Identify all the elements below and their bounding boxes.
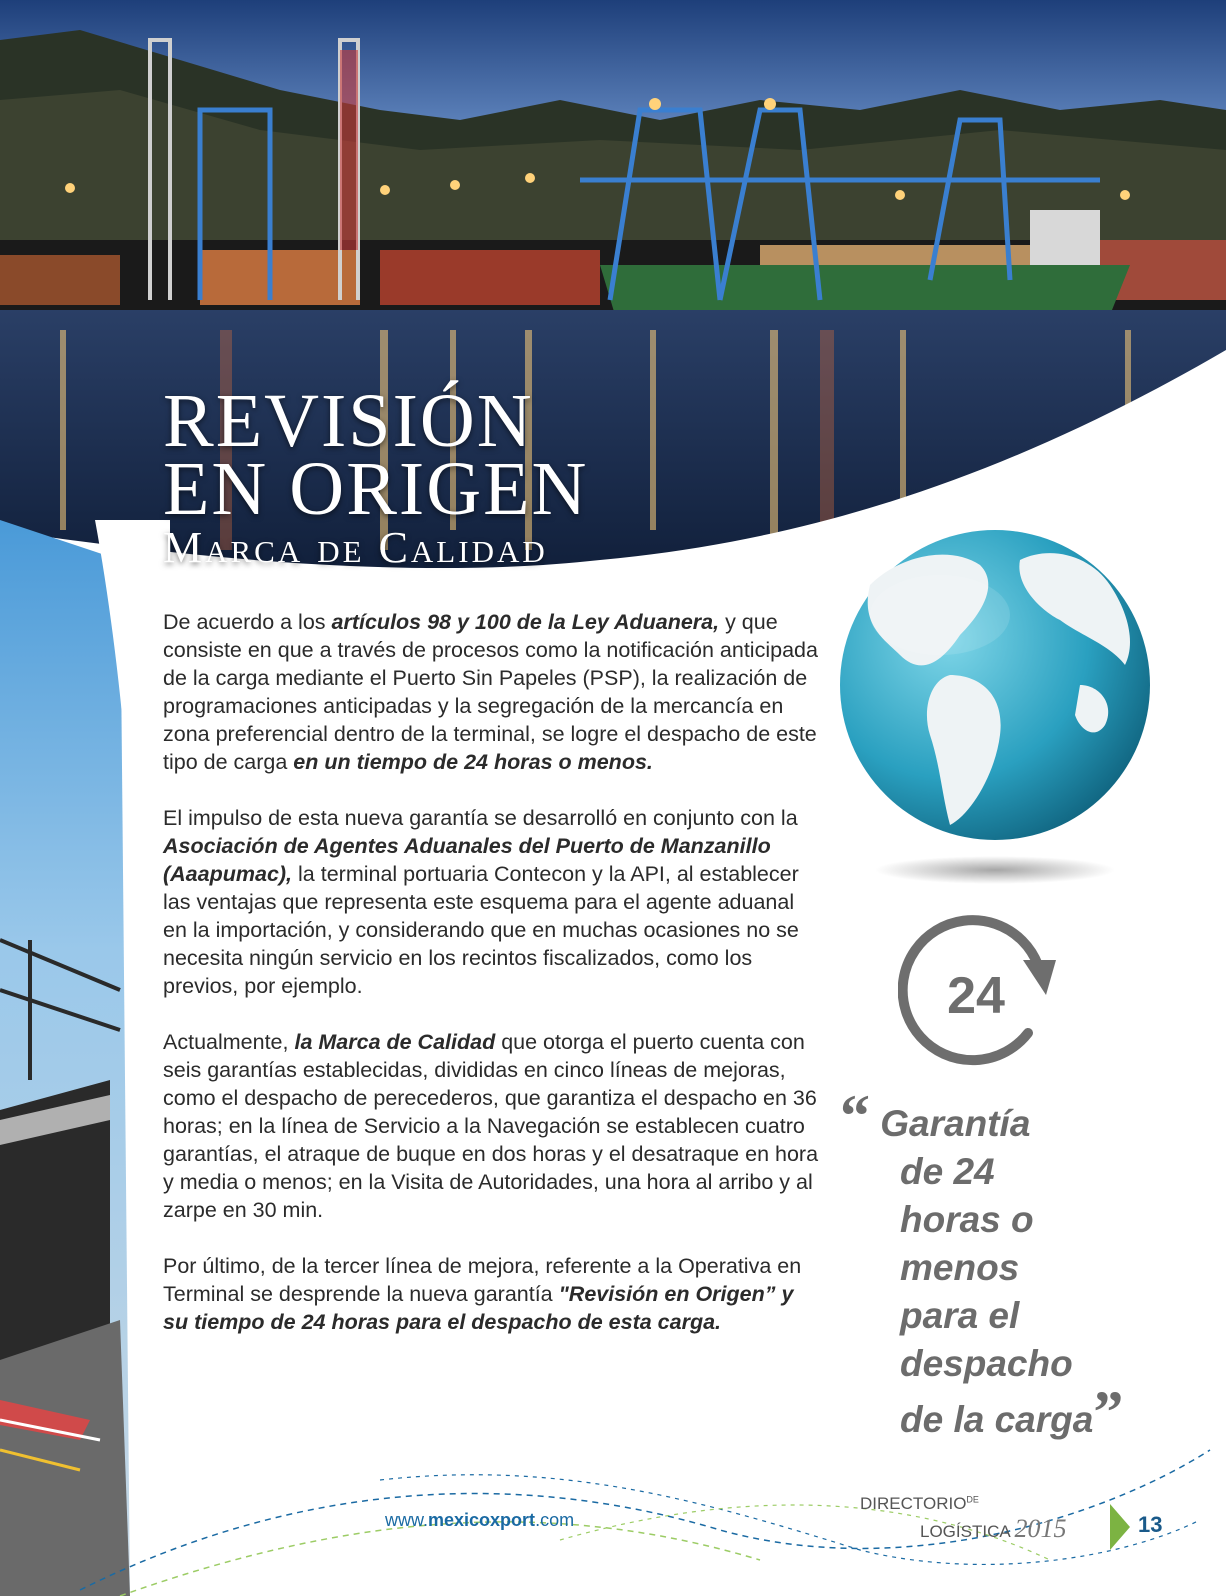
quote-text: de la carga — [900, 1399, 1094, 1440]
quote-line: para el — [900, 1295, 1020, 1336]
url-suffix: .com — [535, 1510, 575, 1530]
article-title — [163, 379, 589, 572]
text-span: El impulso de esta nueva garantía se desarrolló en conjunto con la — [163, 806, 798, 830]
brand-year: 2015 — [1014, 1514, 1067, 1543]
paragraph-4 — [163, 1252, 823, 1336]
page-arrow-icon — [1108, 1502, 1132, 1552]
brand-de: DE — [966, 1494, 979, 1505]
url-domain: mexicoxport — [428, 1510, 536, 1530]
title-line-1: REVISIÓN — [163, 379, 534, 463]
text-span: la terminal portuaria Contecon y la API, al establecer las ventajas que representa este esquema para el agente aduanal en la importación, y considerando que en muchas ocasiones no se necesita ningún servicio en los recintos fiscalizados, como los previos, por ejemplo. — [163, 862, 799, 998]
clock-24-icon — [898, 915, 1068, 1075]
page-number: 13 — [1138, 1512, 1163, 1537]
emphasis-span: "Revisión en Origen” y su tiempo de 24 horas para el despacho de esta carga. — [163, 1282, 794, 1334]
quote-line: despacho — [900, 1343, 1073, 1384]
url-prefix: www. — [385, 1510, 429, 1530]
paragraph-2 — [163, 804, 823, 1000]
text-span: De acuerdo a los — [163, 610, 332, 634]
clock-24-number: 24 — [947, 967, 1005, 1025]
quote-line: menos — [900, 1247, 1020, 1288]
text-span: Actualmente, — [163, 1030, 295, 1054]
directorio-logo — [860, 1494, 1066, 1544]
text-span: Por último, de la tercer línea de mejora, referente a la Operativa en Terminal se desprende la nueva garantía — [163, 1254, 802, 1306]
paragraph-3 — [163, 1028, 823, 1224]
footer-website-link[interactable] — [385, 1510, 574, 1531]
emphasis-span: en un tiempo de 24 horas o menos. — [293, 750, 653, 774]
quote-line — [840, 1083, 1190, 1149]
brand-directorio: DIRECTORIO — [860, 1494, 967, 1513]
emphasis-span: artículos 98 y 100 de la Ley Aduanera, — [331, 610, 720, 634]
emphasis-span: Asociación de Agentes Aduanales del Puerto de Manzanillo (Aaapumac), — [163, 834, 771, 886]
text-span: y que consiste en que a través de procesos como la notificación anticipada de la carga mediante el Puerto Sin Papeles (PSP), la realización de programaciones anticipadas y la segregación de la mercancía en zona preferencial dentro de la terminal, se logre el despacho de este tipo de carga — [163, 610, 818, 774]
brand-logistica: LOGÍSTICA — [920, 1522, 1010, 1541]
article-body — [163, 608, 823, 1364]
text-span: que otorga el puerto cuenta con seis garantías establecidas, divididas en cinco líneas de mejoras, como el despacho de perecederos, que garantiza el despacho en 36 horas; en la línea de Servicio a la Navegación se establecen cuatro garantías, el atraque de buque en dos horas y el desatraque en hora y media o menos; en la Visita de Autoridades, una hora al arribo y al zarpe en 30 min. — [163, 1030, 819, 1222]
title-line-2: EN ORIGEN — [163, 447, 589, 531]
globe-icon — [830, 525, 1160, 885]
quote-line — [840, 1379, 1190, 1445]
left-ship-image — [0, 520, 170, 1596]
title-subtitle: Marca de Calidad — [163, 523, 548, 572]
open-quote-mark: “ — [840, 1083, 870, 1149]
paragraph-1 — [163, 608, 823, 776]
quote-line: horas o — [900, 1199, 1034, 1240]
pull-quote — [840, 1083, 1190, 1445]
close-quote-mark: ” — [1093, 1379, 1124, 1445]
quote-line: de 24 — [900, 1151, 995, 1192]
quote-text: Garantía — [880, 1103, 1031, 1144]
emphasis-span: la Marca de Calidad — [294, 1030, 496, 1054]
